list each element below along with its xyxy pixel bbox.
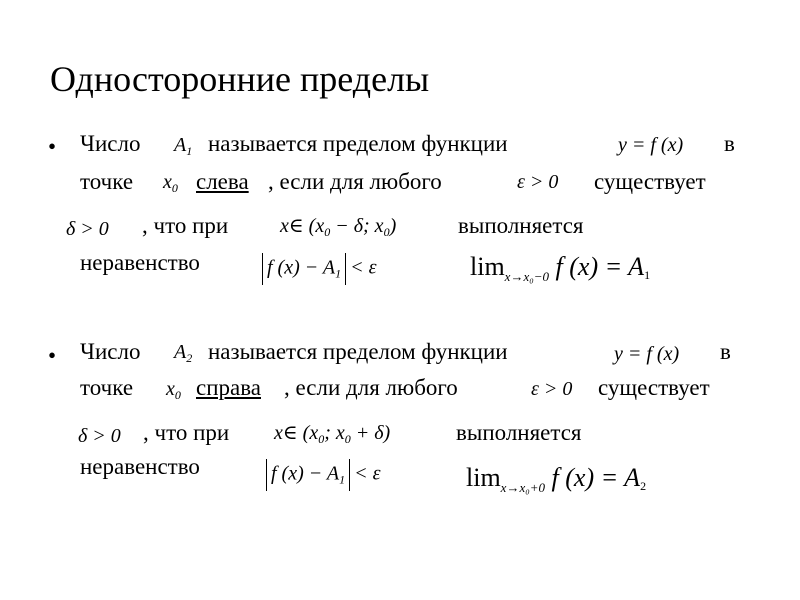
def2-math-limit: $\lim_{x\to x_0+0} f$ $(x) = A_2$ bbox=[466, 463, 647, 495]
slide-title: Односторонние пределы bbox=[50, 59, 430, 99]
def2-word-nazyv: называется пределом функции bbox=[208, 339, 508, 364]
def2-word-chto: , что при bbox=[143, 420, 230, 445]
def2-math-eps: ε > 0 bbox=[531, 378, 573, 400]
def1-word-chislo: Число bbox=[80, 131, 141, 156]
def1-math-abs: f $(x) - A_1 < \varepsilon$ bbox=[258, 253, 377, 286]
def1-math-yfx: y = f (x) bbox=[618, 134, 684, 156]
def1-math-x0: $x_0$ bbox=[163, 171, 178, 195]
def1-word-sleva: слева bbox=[196, 169, 249, 194]
def1-word-esli: , если для любого bbox=[268, 169, 442, 194]
def1-word-chto: , что при bbox=[142, 213, 229, 238]
def2-math-delta: δ > 0 bbox=[78, 425, 121, 447]
def2-word-sprava: справа bbox=[196, 375, 261, 400]
def2-word-tochke: точке bbox=[80, 375, 134, 400]
def1-word-v: в bbox=[724, 131, 735, 156]
def2-math-interval: x∈ ($x_0$; $x_0 + \delta$) bbox=[274, 422, 391, 446]
bullet-2: • bbox=[48, 343, 57, 368]
def2-math-A: $A_2$ bbox=[174, 341, 193, 365]
def1-word-tochke: точке bbox=[80, 169, 134, 194]
def1-word-sush: существует bbox=[594, 169, 706, 194]
def2-word-v: в bbox=[720, 339, 731, 364]
def1-word-nerav: неравенство bbox=[80, 250, 200, 275]
def2-word-esli: , если для любого bbox=[284, 375, 458, 400]
def1-word-vypoln: выполняется bbox=[458, 213, 584, 238]
def2-word-chislo: Число bbox=[80, 339, 141, 364]
def2-word-nerav: неравенство bbox=[80, 454, 200, 479]
def2-math-x0: $x_0$ bbox=[166, 378, 181, 402]
def2-word-sush: существует bbox=[598, 375, 710, 400]
def2-math-yfx: y = f (x) bbox=[614, 343, 680, 365]
def1-word-nazyv: называется пределом функции bbox=[208, 131, 508, 156]
bullet-1: • bbox=[48, 134, 57, 159]
def1-math-interval: x∈ ($x_0 - \delta$; $x_0$) bbox=[280, 215, 397, 239]
def2-math-abs: f $(x) - A_1 < \varepsilon$ bbox=[262, 459, 381, 492]
def1-math-A: $A_1$ bbox=[174, 134, 193, 158]
def2-word-vypoln: выполняется bbox=[456, 420, 582, 445]
def1-math-eps: ε > 0 bbox=[517, 171, 559, 193]
def1-math-delta: δ > 0 bbox=[66, 218, 109, 240]
def1-math-limit: $\lim_{x\to x_0-0} f$ $(x) = A_1$ bbox=[470, 252, 651, 284]
